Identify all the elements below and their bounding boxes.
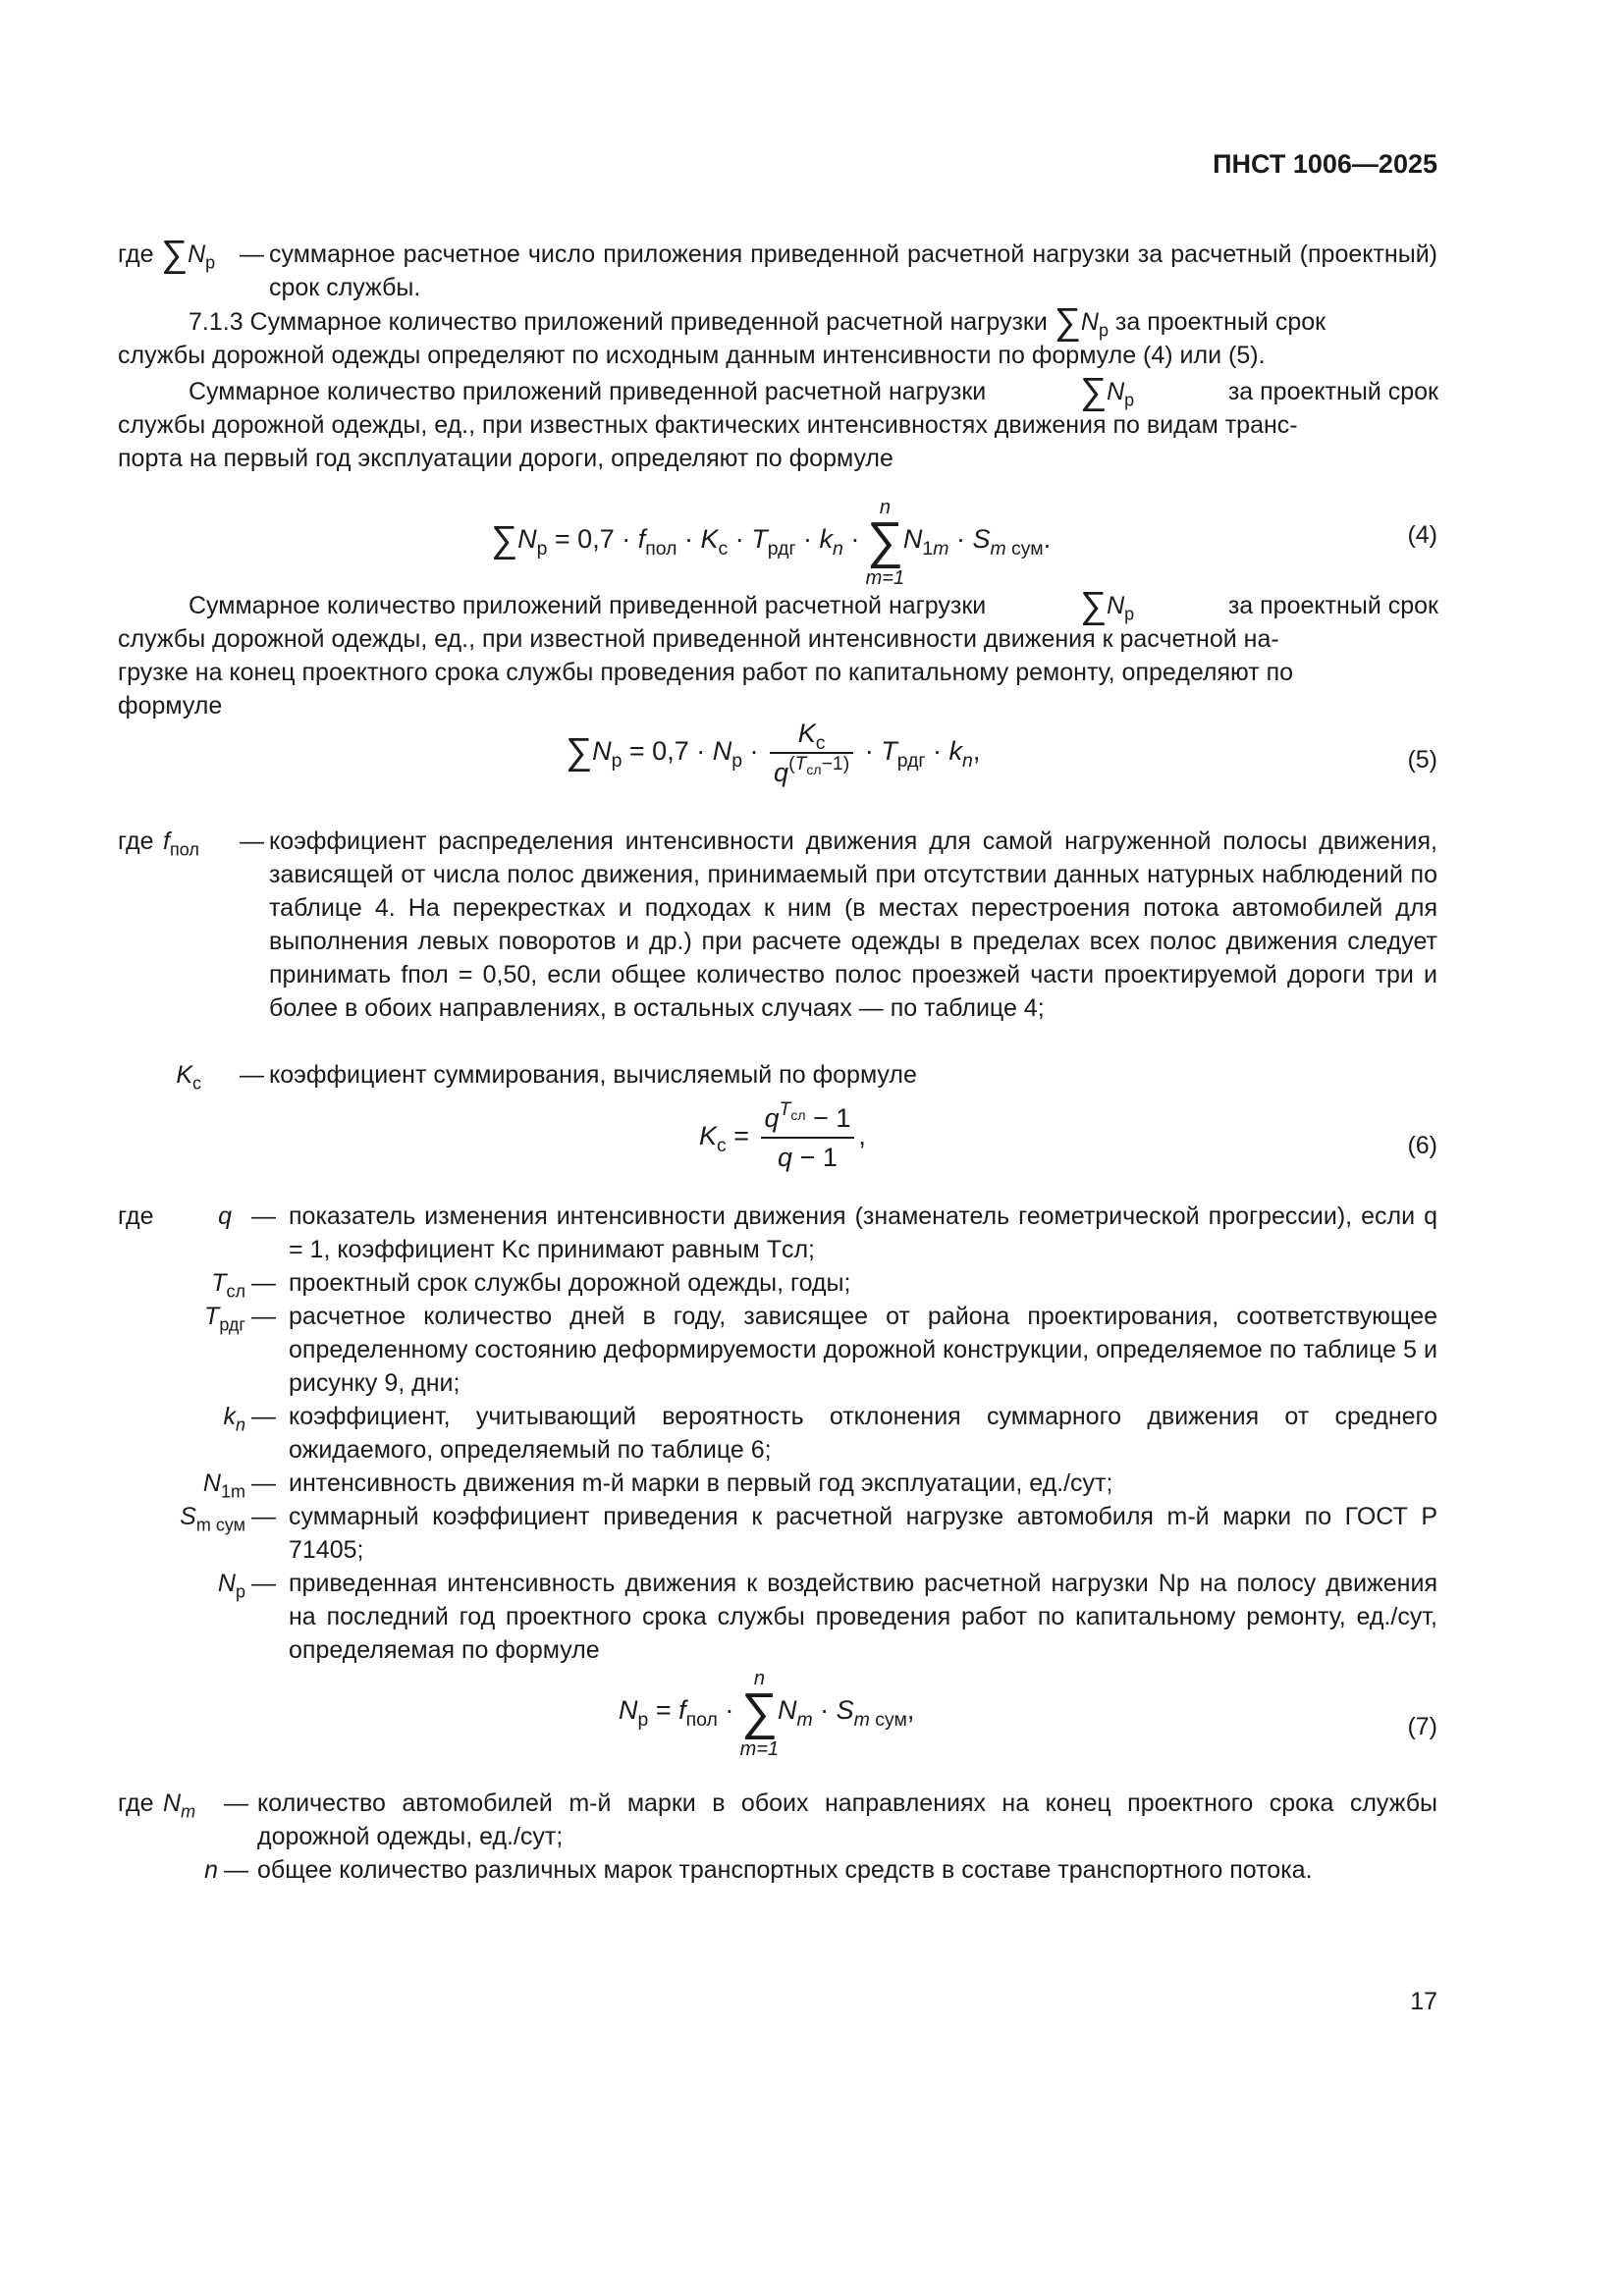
em-dash: — bbox=[224, 1856, 248, 1884]
definition-symbol: $T_{сл}$ bbox=[211, 1269, 245, 1302]
formula-4: $\sum N_р = 0,7 \cdot f_{пол} \cdot K_с \cdot T_{рдг} \cdot k_n$ · ∑ n m=1 $N_{1m} \cdot S_{m сум}$. bbox=[491, 497, 1052, 589]
em-dash: — bbox=[251, 1403, 276, 1430]
definition-symbol: $N_{1m}$ bbox=[202, 1469, 245, 1502]
where-label: где bbox=[118, 240, 154, 268]
definition-symbol: q bbox=[218, 1202, 232, 1230]
page-number: 17 bbox=[1410, 1988, 1437, 2015]
paragraph-line: грузке на конец проектного срока службы проведения работ по капитальному ремонту, определяют по bbox=[118, 659, 1294, 686]
definition-text: суммарный коэффициент приведения к расчетной нагрузке автомобиля m-й марки по ГОСТ Р 71405; bbox=[289, 1503, 1437, 1564]
definition-text: расчетное количество дней в году, зависящее от района проектирования, соответствующее определенному состоянию деформируемости дорожной конструкции, определяемое по таблице 5 и рисунку 9, дни; bbox=[289, 1303, 1437, 1397]
definition-symbol: $N_р$ bbox=[217, 1570, 245, 1602]
definition-text: интенсивность движения m-й марки в первый год эксплуатации, ед./сут; bbox=[289, 1469, 1113, 1497]
em-dash: — bbox=[251, 1202, 276, 1230]
document-header: ПНСТ 1006—2025 bbox=[1213, 149, 1437, 179]
definition-symbol: $k_n$ bbox=[223, 1403, 245, 1435]
em-dash: — bbox=[240, 240, 264, 268]
definition-text: коэффициент, учитывающий вероятность отклонения суммарного движения от среднего ожидаемого, определяемый по таблице 6; bbox=[289, 1403, 1437, 1464]
where-label: где bbox=[118, 1789, 154, 1817]
em-dash: — bbox=[251, 1503, 276, 1530]
definition-text: показатель изменения интенсивности движения (знаменатель геометрической прогрессии), если q = 1, коэффициент Kс принимают равным Tсл; bbox=[289, 1202, 1437, 1263]
definition-symbol: $N_m$ bbox=[163, 1789, 196, 1822]
definition-text: коэффициент распределения интенсивности движения для самой нагруженной полосы движения, зависящей от числа полос движения, принимаемый при отсутствии данных натурных наблюдений по таблице 4. На перекрестках и подходах к ним (в местах перестроения потока автомобилей для выполнения левых поворотов и др.) при расчете одежды в пределах всех полос движения следует принимать fпол = 0,50, если общее количество полос проезжей части проектируемой дороги три и более в обоих направлениях, в остальных случаях — по таблице 4; bbox=[269, 828, 1437, 1022]
em-dash: — bbox=[251, 1269, 276, 1297]
definition-text: приведенная интенсивность движения к воздействию расчетной нагрузки Nр на полосу движения на последний год проектного срока службы проведения работ по капитальному ремонту, ед./сут, определяемая по формуле bbox=[289, 1570, 1437, 1664]
definition-text: коэффициент суммирования, вычисляемый по формуле bbox=[269, 1061, 917, 1089]
paragraph-line: порта на первый год эксплуатации дороги, определяют по формуле bbox=[118, 445, 893, 472]
where-label: где bbox=[118, 1202, 154, 1230]
formula-7: $N_р = f_{пол}$ · ∑ n m=1 $N_m \cdot S_{m сум}$, bbox=[619, 1668, 915, 1760]
equation-number-6: (6) bbox=[1407, 1132, 1437, 1159]
equation-number-7: (7) bbox=[1407, 1713, 1437, 1740]
definition-text: общее количество различных марок транспортных средств в составе транспортного потока. bbox=[257, 1856, 1313, 1884]
em-dash: — bbox=[251, 1469, 276, 1497]
paragraph-line: Суммарное количество приложений приведенной расчетной нагрузки $\sum N_р$ за проектный срок bbox=[189, 371, 1438, 412]
em-dash: — bbox=[224, 1789, 248, 1817]
where-label: где bbox=[118, 828, 154, 855]
em-dash: — bbox=[251, 1303, 276, 1330]
definition-text: суммарное расчетное число приложения приведенной расчетной нагрузки за расчетный (проектный) срок службы. bbox=[269, 240, 1437, 301]
paragraph-line: службы дорожной одежды, ед., при известной приведенной интенсивности движения к расчетной на- bbox=[118, 625, 1279, 653]
definition-symbol: $S_{m сум}$ bbox=[180, 1503, 245, 1535]
paragraph-line: Суммарное количество приложений приведенной расчетной нагрузки $\sum N_р$ за проектный срок bbox=[189, 585, 1438, 626]
definition-symbol: $f_{пол}$ bbox=[163, 828, 199, 860]
definition-text: проектный срок службы дорожной одежды, годы; bbox=[289, 1269, 851, 1297]
equation-number-5: (5) bbox=[1407, 746, 1437, 774]
formula-6: $K_с$ = $\frac{q^{T_{сл}} - 1}{q - 1}$ , bbox=[699, 1098, 866, 1172]
formula-5: $\sum N_р = 0,7 \cdot N_р$ · $\frac{K_с}{q^{(T_{сл}-1)}}$ · $T_{рдг} \cdot k_n$, bbox=[566, 715, 980, 791]
em-dash: — bbox=[251, 1570, 276, 1597]
paragraph-line: 7.1.3 Суммарное количество приложений приведенной расчетной нагрузки $\sum N_р$ за проектный срок bbox=[189, 301, 1326, 343]
definition-text: количество автомобилей m-й марки в обоих направлениях на конец проектного срока службы дорожной одежды, ед./сут; bbox=[257, 1789, 1437, 1850]
paragraph-line: службы дорожной одежды определяют по исходным данным интенсивности по формуле (4) или (5). bbox=[118, 342, 1266, 369]
paragraph-line: формуле bbox=[118, 692, 223, 720]
definition-symbol: n bbox=[204, 1856, 218, 1884]
em-dash: — bbox=[240, 828, 264, 855]
paragraph-line: службы дорожной одежды, ед., при известных фактических интенсивностях движения по видам транс- bbox=[118, 411, 1298, 439]
definition-symbol: $\sum N_р$ bbox=[161, 234, 216, 275]
definition-symbol: $T_{рдг}$ bbox=[204, 1303, 245, 1335]
equation-number-4: (4) bbox=[1407, 521, 1437, 549]
definition-symbol: $K_с$ bbox=[176, 1061, 201, 1094]
em-dash: — bbox=[240, 1061, 264, 1089]
